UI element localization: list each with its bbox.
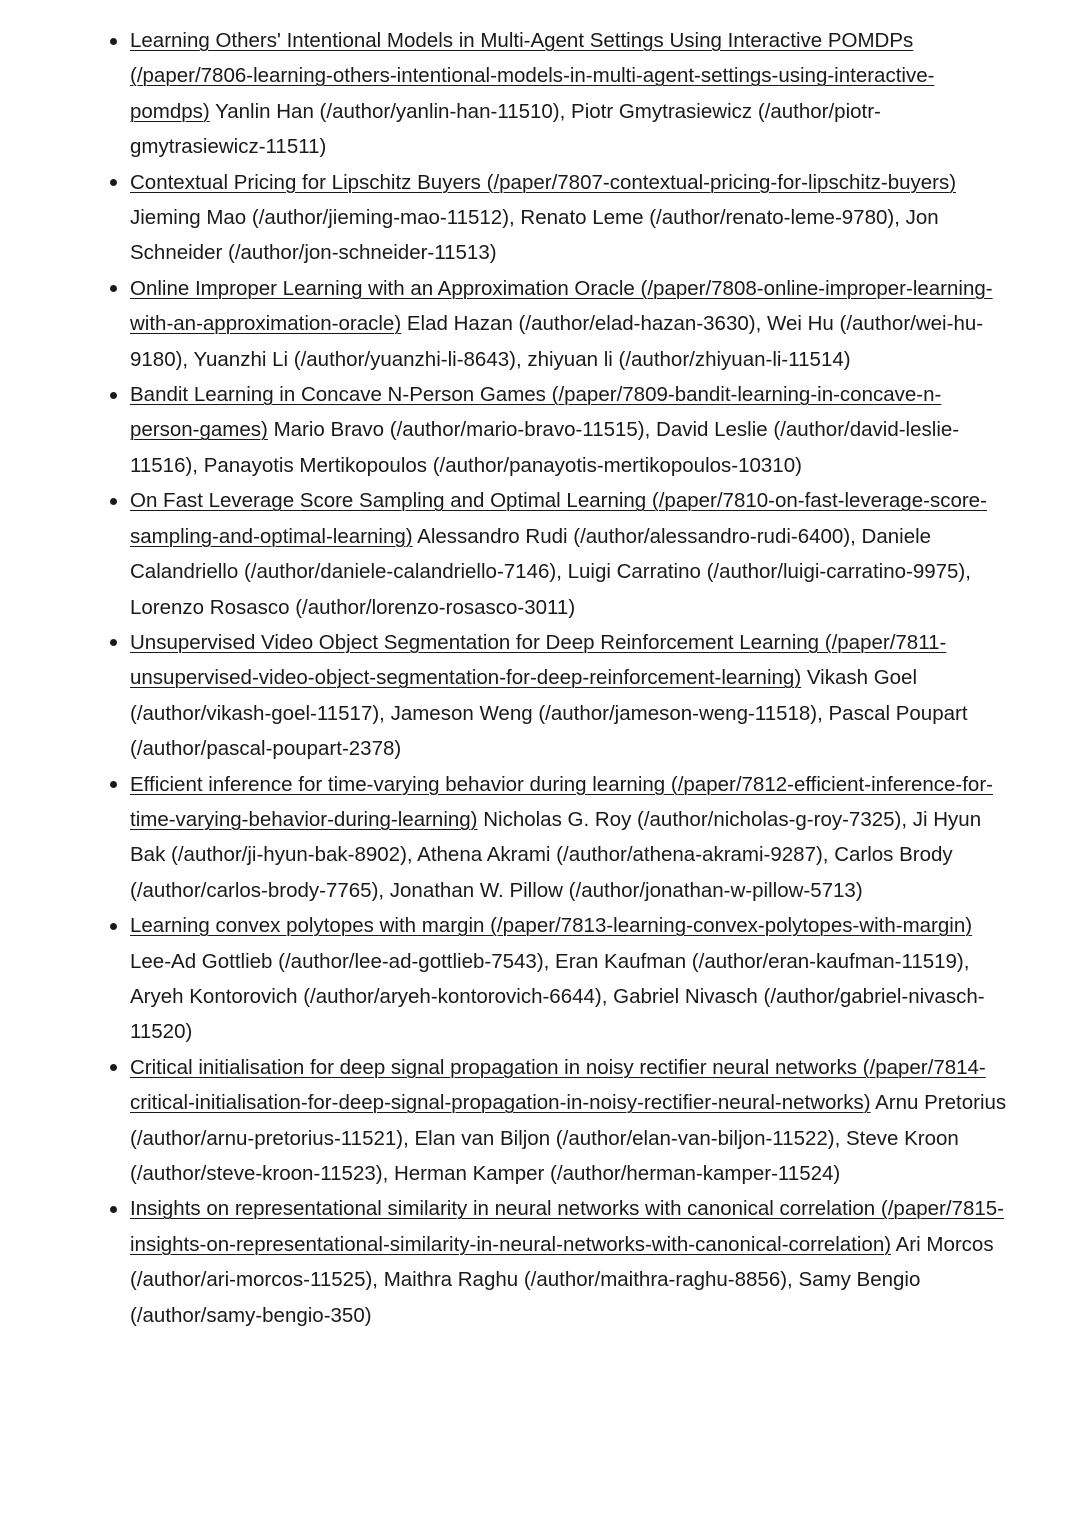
paper-link[interactable]: On Fast Leverage Score Sampling and Optimal Learning (/paper/7810-on-fast-leverage-score-sampling-and-optimal-learning) [130,489,987,548]
paper-authors: Elad Hazan (/author/elad-hazan-3630), Wei Hu (/author/wei-hu-9180), Yuanzhi Li (/author/yuanzhi-li-8643), zhiyuan li (/author/zhiyuan-li-11514) [130,312,984,371]
paper-authors: Arnu Pretorius (/author/arnu-pretorius-11521), Elan van Biljon (/author/elan-van-biljon-11522), Steve Kroon (/author/steve-kroon-11523), Herman Kamper (/author/herman-kamper-11524) [130,1091,1007,1185]
paper-authors: Yanlin Han (/author/yanlin-han-11510), Piotr Gmytrasiewicz (/author/piotr-gmytrasiewicz-11511) [130,99,881,159]
list-item [130,271,1010,377]
paper-link[interactable]: Efficient inference for time-varying behavior during learning (/paper/7812-efficient-inference-for-time-varying-behavior-during-learning) [130,772,993,831]
list-item [130,1191,1010,1333]
list-item [130,483,1010,625]
paper-authors: Jieming Mao (/author/jieming-mao-11512), Renato Leme (/author/renato-leme-9780), Jon Schneider (/author/jon-schneider-11513) [130,206,939,265]
paper-link[interactable]: Contextual Pricing for Lipschitz Buyers (/paper/7807-contextual-pricing-for-lipschitz-buyers) [130,170,957,194]
paper-authors: Ari Morcos (/author/ari-morcos-11525), Maithra Raghu (/author/maithra-raghu-8856), Samy Bengio (/author/samy-bengio-350) [130,1232,994,1327]
paper-link[interactable]: Online Improper Learning with an Approximation Oracle (/paper/7808-online-improper-learning-with-an-approximation-oracle) [130,276,993,336]
paper-link[interactable]: Insights on representational similarity in neural networks with canonical correlation (/paper/7815-insights-on-representational-similarity-in-neural-networks-with-canonical-correlation) [130,1197,1004,1256]
paper-authors: Nicholas G. Roy (/author/nicholas-g-roy-7325), Ji Hyun Bak (/author/ji-hyun-bak-8902), Athena Akrami (/author/athena-akrami-9287), Carlos Brody (/author/carlos-brody-7765), Jonathan W. Pillow (/author/jonathan-w-pillow-5713) [130,807,982,902]
paper-authors: Mario Bravo (/author/mario-bravo-11515), David Leslie (/author/david-leslie-11516), Panayotis Mertikopoulos (/author/panayotis-mertikopoulos-10310) [130,418,960,477]
paper-link[interactable]: Learning convex polytopes with margin (/paper/7813-learning-convex-polytopes-with-margin) [130,914,973,938]
list-item [130,908,1010,1050]
paper-link[interactable]: Learning Others' Intentional Models in Multi-Agent Settings Using Interactive POMDPs (/paper/7806-learning-others-intentional-models-in-multi-agent-settings-using-interactive-pomdps) [130,29,935,123]
paper-link[interactable]: Unsupervised Video Object Segmentation for Deep Reinforcement Learning (/paper/7811-unsupervised-video-object-segmentation-for-deep-reinforcement-learning) [130,630,947,690]
paper-authors: Vikash Goel (/author/vikash-goel-11517), Jameson Weng (/author/jameson-weng-11518), Pascal Poupart (/author/pascal-poupart-2378) [130,666,968,761]
list-item [130,767,1010,909]
paper-authors: Alessandro Rudi (/author/alessandro-rudi-6400), Daniele Calandriello (/author/daniele-calandriello-7146), Luigi Carratino (/author/luigi-carratino-9975), Lorenzo Rosasco (/author/lorenzo-rosasco-3011) [130,524,971,619]
paper-authors: Lee-Ad Gottlieb (/author/lee-ad-gottlieb-7543), Eran Kaufman (/author/eran-kaufman-11519), Aryeh Kontorovich (/author/aryeh-kontorovich-6644), Gabriel Nivasch (/author/gabriel-nivasch-11520) [130,949,985,1044]
list-item [130,1050,1010,1192]
list-item [130,23,1010,165]
list-item [130,165,1010,271]
list-item [130,625,1010,767]
list-item [130,377,1010,483]
paper-link[interactable]: Critical initialisation for deep signal propagation in noisy rectifier neural networks (/paper/7814-critical-initialisation-for-deep-signal-propagation-in-noisy-rectifier-neural-networks) [130,1055,986,1115]
paper-link[interactable]: Bandit Learning in Concave N-Person Games (/paper/7809-bandit-learning-in-concave-n-person-games) [130,383,942,442]
